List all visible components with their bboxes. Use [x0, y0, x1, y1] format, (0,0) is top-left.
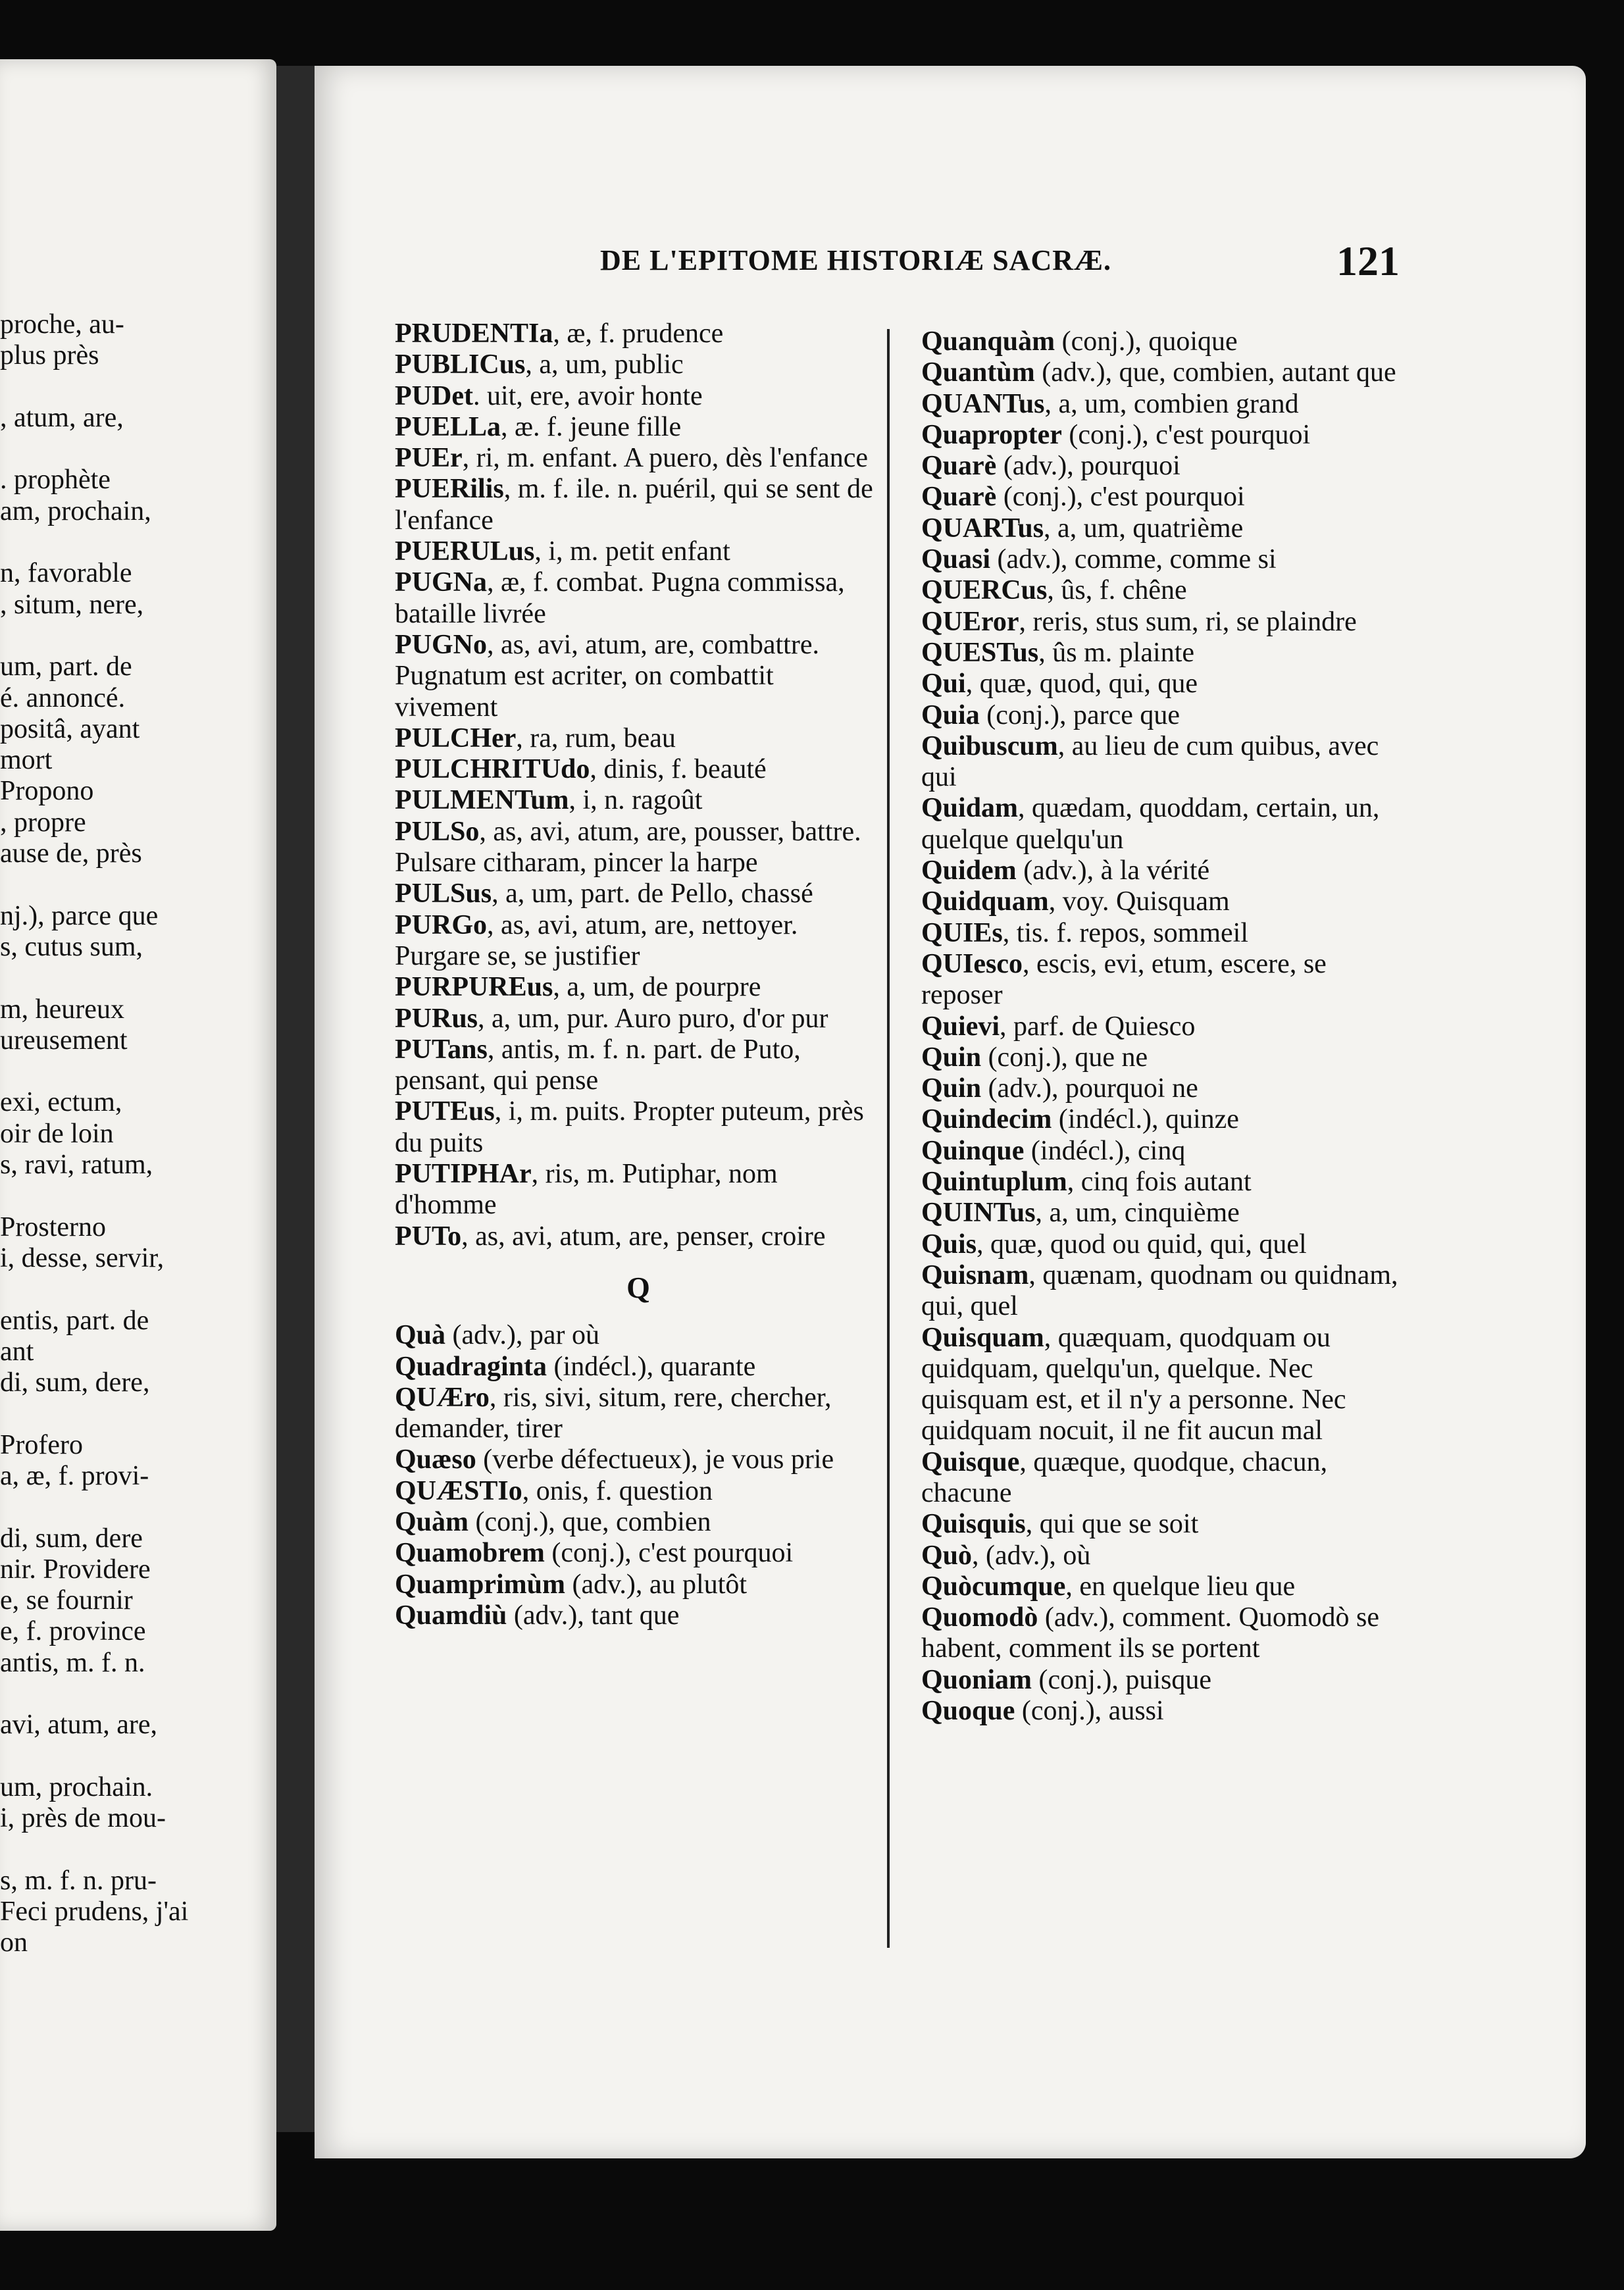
dictionary-entry — [395, 972, 882, 1003]
facing-page-line — [0, 1679, 263, 1710]
dictionary-entry — [921, 793, 1402, 855]
entry-headword: Quievi — [921, 1011, 1000, 1042]
entry-headword: QUERCus — [921, 575, 1048, 606]
entry-definition: , as, avi, atum, are, combattre. Pugnatum est acriter, on combattit vivement — [395, 629, 819, 723]
facing-page-line: exi, ectum, — [0, 1087, 122, 1118]
dictionary-entry — [921, 669, 1402, 700]
entry-headword: PUGNa — [395, 567, 487, 598]
dictionary-entry — [395, 785, 882, 816]
entry-headword: Quamprimùm — [395, 1569, 566, 1600]
entry-headword: PULMENTum — [395, 785, 569, 816]
dictionary-entry — [395, 817, 882, 879]
entry-definition: (conj.), c'est pourquoi — [1061, 419, 1311, 450]
book-gutter — [276, 66, 315, 2132]
dictionary-entry — [395, 754, 882, 785]
facing-page-line: e, se fournir — [0, 1585, 133, 1616]
dictionary-entry — [921, 638, 1402, 669]
facing-page-line: um, part. de — [0, 651, 132, 682]
facing-page-left — [0, 59, 276, 2231]
entry-headword: PUEr — [395, 443, 463, 474]
dictionary-entry — [395, 1221, 882, 1252]
facing-page-line: , propre — [0, 807, 86, 838]
entry-definition: (conj.), aussi — [1015, 1696, 1164, 1727]
entry-headword: Quintuplum — [921, 1167, 1067, 1198]
entry-definition: , ûs m. plainte — [1038, 637, 1195, 668]
facing-page-line: s, m. f. n. pru- — [0, 1865, 157, 1896]
dictionary-entry — [921, 886, 1402, 917]
entry-definition: , æ, f. combat. Pugna commissa, bataille livrée — [395, 567, 845, 629]
entry-definition: , a, um, de pourpre — [553, 972, 761, 1003]
entry-definition: , quænam, quodnam ou quidnam, qui, quel — [921, 1260, 1398, 1322]
entry-definition: (conj.), parce que — [979, 700, 1180, 730]
dictionary-entry — [921, 482, 1402, 513]
entry-definition: (adv.), comment. Quomodò se habent, comment ils se portent — [921, 1602, 1380, 1664]
running-title: DE L'EPITOME HISTORIÆ SACRÆ. — [600, 244, 1111, 276]
entry-definition: , æ, f. prudence — [553, 318, 724, 349]
entry-headword: Quantùm — [921, 357, 1035, 388]
entry-definition: , a, um, quatrième — [1044, 513, 1244, 544]
entry-headword: Quin — [921, 1073, 982, 1104]
dictionary-entry — [395, 567, 882, 630]
facing-page-line: Profero — [0, 1429, 83, 1460]
facing-page-line: plus près — [0, 340, 99, 371]
entry-definition: , quæquam, quodquam ou quidquam, quelqu'un, quelque. Nec quisquam est, et il n'y a personne. Nec quidquam nocuit, il ne fit aucun mal — [921, 1322, 1346, 1446]
entry-headword: Quadraginta — [395, 1351, 547, 1382]
facing-page-line: di, sum, dere, — [0, 1367, 150, 1398]
entry-headword: QUINTus — [921, 1198, 1036, 1229]
dictionary-entry — [395, 443, 882, 474]
entry-headword: Quidquam — [921, 886, 1049, 917]
entry-definition: (adv.), que, combien, autant que — [1034, 357, 1396, 388]
facing-page-line: , atum, are, — [0, 402, 124, 433]
entry-definition: , æ. f. jeune fille — [501, 411, 682, 442]
entry-definition: (adv.), au plutôt — [565, 1569, 748, 1600]
dictionary-entry — [921, 1198, 1402, 1229]
facing-page-line: . prophète — [0, 465, 111, 496]
entry-headword: Quamobrem — [395, 1538, 545, 1569]
entry-definition: , en quelque lieu que — [1065, 1571, 1296, 1602]
entry-definition: , voy. Quisquam — [1048, 886, 1230, 917]
facing-page-line — [0, 372, 263, 403]
entry-definition: (indécl.), quarante — [547, 1351, 756, 1382]
facing-page-line: on — [0, 1927, 28, 1958]
dictionary-entry — [395, 1096, 882, 1159]
facing-page-line: s, cutus sum, — [0, 931, 143, 962]
entry-headword: QUIesco — [921, 948, 1023, 979]
entry-definition: (conj.), que ne — [981, 1042, 1148, 1073]
facing-page-line: m, heureux — [0, 994, 124, 1025]
entry-definition: (adv.), pourquoi — [996, 451, 1180, 482]
entry-headword: Quin — [921, 1042, 982, 1073]
entry-headword: PUERULus — [395, 536, 535, 567]
entry-definition: (conj.), c'est pourquoi — [996, 482, 1245, 513]
entry-definition: , a, um, part. de Pello, chassé — [492, 878, 813, 909]
entry-definition: , quæ, quod, qui, que — [965, 669, 1198, 700]
entry-headword: Quapropter — [921, 419, 1062, 450]
dictionary-entry — [921, 1447, 1402, 1510]
dictionary-entry — [921, 1167, 1402, 1198]
dictionary-entry — [395, 1507, 882, 1538]
entry-headword: Quomodò — [921, 1602, 1038, 1633]
entry-headword: QUARTus — [921, 513, 1044, 544]
facing-page-line: s, ravi, ratum, — [0, 1150, 153, 1181]
entry-headword: PULSo — [395, 816, 480, 847]
facing-page-line: antis, m. f. n. — [0, 1647, 145, 1678]
entry-headword: PURPUREus — [395, 972, 553, 1003]
entry-headword: QUANTus — [921, 388, 1045, 419]
entry-headword: PULCHRITUdo — [395, 754, 590, 785]
entry-headword: PUTo — [395, 1221, 462, 1252]
entry-headword: Quidem — [921, 855, 1017, 886]
dictionary-entry — [921, 949, 1402, 1011]
entry-headword: PUELLa — [395, 411, 501, 442]
facing-page-line — [0, 963, 263, 994]
entry-headword: Quanquàm — [921, 326, 1055, 357]
dictionary-entry — [921, 918, 1402, 949]
dictionary-entry — [395, 1600, 882, 1631]
dictionary-entry — [395, 878, 882, 909]
dictionary-entry — [921, 1042, 1402, 1073]
entry-headword: PRUDENTIa — [395, 318, 553, 349]
entry-definition: , ri, m. enfant. A puero, dès l'enfance — [462, 443, 869, 474]
dictionary-entry — [921, 513, 1402, 544]
dictionary-entry — [395, 1569, 882, 1600]
entry-definition: (conj.), c'est pourquoi — [544, 1538, 794, 1569]
dictionary-entry — [921, 544, 1402, 575]
dictionary-entry — [921, 1136, 1402, 1167]
entry-headword: Qui — [921, 669, 966, 700]
dictionary-entry — [921, 326, 1402, 357]
facing-page-line: di, sum, dere — [0, 1523, 143, 1554]
facing-page-line: é. annoncé. — [0, 682, 126, 713]
entry-definition: , i, m. petit enfant — [534, 536, 730, 567]
entry-headword: Quæso — [395, 1444, 476, 1475]
entry-definition: , qui que se soit — [1025, 1509, 1199, 1540]
dictionary-entry — [921, 1073, 1402, 1104]
entry-definition: , quædam, quoddam, certain, un, quelque quelqu'un — [921, 793, 1380, 855]
dictionary-entry — [921, 1323, 1402, 1447]
column-divider — [887, 329, 890, 1948]
entry-definition: , dinis, f. beauté — [590, 754, 767, 785]
dictionary-entry — [921, 1260, 1402, 1323]
entry-definition: (conj.), puisque — [1032, 1664, 1211, 1695]
facing-page-line — [0, 1741, 263, 1772]
entry-headword: Quoque — [921, 1696, 1015, 1727]
page-header — [600, 238, 1400, 287]
facing-page-line: positâ, ayant — [0, 713, 140, 744]
dictionary-entry — [395, 349, 882, 380]
facing-page-line: nj.), parce que — [0, 900, 159, 931]
entry-headword: Quis — [921, 1229, 977, 1260]
entry-headword: PUTans — [395, 1034, 488, 1065]
entry-headword: PULSus — [395, 878, 492, 909]
dictionary-entry — [921, 1229, 1402, 1260]
facing-page-line: ant — [0, 1336, 34, 1367]
entry-headword: Quarè — [921, 482, 997, 513]
facing-page-line: n, favorable — [0, 558, 132, 589]
column-left — [395, 318, 882, 1631]
entry-definition: , a, um, combien grand — [1044, 388, 1299, 419]
entry-definition: (adv.), par où — [445, 1320, 600, 1351]
entry-headword: Quisquis — [921, 1509, 1026, 1540]
dictionary-entry — [921, 855, 1402, 886]
facing-page-line — [0, 1274, 263, 1305]
facing-page-line — [0, 1056, 263, 1087]
entry-headword: PUDet — [395, 380, 473, 411]
entry-definition: (conj.), quoique — [1055, 326, 1238, 357]
dictionary-entry — [395, 1352, 882, 1383]
facing-page-line — [0, 1492, 263, 1523]
page-number: 121 — [1336, 238, 1400, 284]
entry-headword: PUBLICus — [395, 349, 526, 380]
dictionary-entry — [395, 412, 882, 443]
dictionary-entry — [921, 607, 1402, 638]
entry-definition: , as, avi, atum, are, nettoyer. Purgare se, se justifier — [395, 909, 798, 971]
facing-page-text — [0, 309, 263, 1959]
entry-definition: , a, um, public — [525, 349, 684, 380]
entry-headword: Quisnam — [921, 1260, 1029, 1290]
facing-page-line — [0, 1181, 263, 1211]
dictionary-entry — [395, 1159, 882, 1221]
entry-headword: Quàm — [395, 1506, 469, 1537]
entry-definition: (adv.), tant que — [507, 1600, 680, 1631]
entry-headword: Quasi — [921, 544, 991, 575]
entry-definition: , ûs, f. chêne — [1047, 575, 1187, 606]
entry-definition: (verbe défectueux), je vous prie — [476, 1444, 834, 1475]
entry-headword: Quidam — [921, 793, 1019, 824]
facing-page-line: mort — [0, 745, 53, 776]
entry-headword: PURGo — [395, 909, 487, 940]
entry-headword: PUTIPHAr — [395, 1159, 532, 1190]
facing-page-line: am, prochain, — [0, 496, 151, 526]
entry-definition: , antis, m. f. n. part. de Puto, pensant, qui pense — [395, 1034, 801, 1096]
facing-page-line: Prosterno — [0, 1211, 106, 1242]
entry-definition: (conj.), que, combien — [469, 1506, 711, 1537]
entry-definition: , reris, stus sum, ri, se plaindre — [1019, 606, 1357, 637]
entry-headword: PULCHer — [395, 723, 517, 753]
facing-page-line: um, prochain. — [0, 1771, 153, 1802]
entry-definition: , ra, rum, beau — [516, 723, 676, 753]
entry-headword: Quà — [395, 1320, 446, 1351]
dictionary-entry — [921, 1602, 1402, 1665]
entry-definition: , cinq fois autant — [1067, 1167, 1252, 1198]
dictionary-entry — [921, 575, 1402, 606]
dictionary-entry — [921, 451, 1402, 482]
dictionary-entry — [395, 1476, 882, 1507]
dictionary-entry — [395, 1034, 882, 1097]
facing-page-line: ause de, près — [0, 838, 142, 869]
entry-definition: , au lieu de cum quibus, avec qui — [921, 730, 1379, 793]
entry-definition: . uit, ere, avoir honte — [472, 380, 703, 411]
facing-page-line: i, près de mou- — [0, 1803, 166, 1834]
dictionary-entry — [921, 1104, 1402, 1135]
entry-definition: (adv.), comme, comme si — [990, 544, 1277, 575]
dictionary-entry — [395, 474, 882, 536]
facing-page-line: nir. Providere — [0, 1554, 151, 1585]
entry-headword: PURus — [395, 1003, 478, 1034]
entry-headword: Quibuscum — [921, 730, 1058, 761]
entry-headword: Quoniam — [921, 1664, 1032, 1695]
dictionary-entry — [921, 1665, 1402, 1696]
dictionary-entry — [395, 536, 882, 567]
entry-definition: , tis. f. repos, sommeil — [1002, 917, 1249, 948]
entry-headword: QUIEs — [921, 917, 1003, 948]
entry-headword: PUTEus — [395, 1096, 495, 1127]
dictionary-entry — [395, 1383, 882, 1445]
dictionary-entry — [395, 1444, 882, 1475]
entry-definition: , ris, sivi, situm, rere, chercher, demander, tirer — [395, 1382, 832, 1444]
dictionary-entry — [921, 731, 1402, 794]
entry-definition: (adv.), pourquoi ne — [981, 1073, 1198, 1104]
facing-page-line — [0, 1835, 263, 1866]
entry-headword: Quò — [921, 1540, 973, 1571]
entry-headword: QUEror — [921, 606, 1019, 637]
entry-headword: Quisque — [921, 1446, 1020, 1477]
entry-headword: Quia — [921, 700, 980, 730]
entry-definition: , ris, m. Putiphar, nom d'homme — [395, 1159, 778, 1221]
entry-headword: PUERilis — [395, 474, 504, 505]
entry-headword: Quindecim — [921, 1104, 1052, 1135]
facing-page-line — [0, 434, 263, 465]
dictionary-entry — [395, 1538, 882, 1569]
dictionary-entry — [395, 1320, 882, 1351]
entry-headword: QUÆSTIo — [395, 1475, 522, 1506]
section-letter-q: Q — [626, 1270, 650, 1304]
entry-definition: (indécl.), cinq — [1024, 1135, 1186, 1166]
dictionary-entry — [921, 1011, 1402, 1042]
dictionary-entry — [395, 910, 882, 973]
entry-definition: , parf. de Quiesco — [1000, 1011, 1196, 1042]
dictionary-entry — [921, 1696, 1402, 1727]
entry-headword: Quarè — [921, 451, 997, 482]
facing-page-line: avi, atum, are, — [0, 1710, 158, 1741]
dictionary-entry — [395, 1004, 882, 1034]
entry-definition: , as, avi, atum, are, pousser, battre. Pulsare citharam, pincer la harpe — [395, 816, 861, 878]
facing-page-line — [0, 869, 263, 900]
facing-page-line — [0, 527, 263, 558]
facing-page-line: a, æ, f. provi- — [0, 1460, 149, 1491]
entry-definition: , onis, f. question — [522, 1475, 713, 1506]
dictionary-entry — [921, 1540, 1402, 1571]
dictionary-entry — [921, 1571, 1402, 1602]
facing-page-line: e, f. province — [0, 1616, 146, 1647]
dictionary-entry — [921, 1509, 1402, 1540]
entry-definition: , a, um, cinquième — [1035, 1198, 1240, 1229]
facing-page-line: oir de loin — [0, 1118, 114, 1149]
entry-headword: Quamdiù — [395, 1600, 507, 1631]
dictionary-entry — [921, 420, 1402, 451]
entry-definition: (indécl.), quinze — [1052, 1104, 1239, 1135]
facing-page-line: Feci prudens, j'ai — [0, 1896, 189, 1927]
entry-definition: , as, avi, atum, are, penser, croire — [461, 1221, 826, 1252]
entry-definition: , i, m. puits. Propter puteum, près du puits — [395, 1096, 864, 1158]
entry-definition: , a, um, pur. Auro puro, d'or pur — [478, 1003, 828, 1034]
entry-definition: , i, n. ragoût — [569, 785, 703, 816]
entry-headword: Quinque — [921, 1135, 1025, 1166]
facing-page-line: proche, au- — [0, 309, 124, 340]
entry-definition: , escis, evi, etum, escere, se reposer — [921, 948, 1327, 1011]
entry-definition: , quæ, quod ou quid, qui, quel — [977, 1229, 1307, 1260]
facing-page-line — [0, 621, 263, 651]
facing-page-line: entis, part. de — [0, 1305, 149, 1336]
facing-page-line: ureusement — [0, 1025, 128, 1056]
facing-page-line: , situm, nere, — [0, 589, 144, 620]
dictionary-entry — [395, 630, 882, 723]
entry-definition: , (adv.), où — [972, 1540, 1091, 1571]
entry-headword: QUÆro — [395, 1382, 490, 1413]
dictionary-entry — [395, 381, 882, 412]
entry-headword: PUGNo — [395, 629, 487, 660]
entry-headword: Quisquam — [921, 1322, 1044, 1353]
dictionary-entry — [921, 700, 1402, 731]
column-right — [921, 326, 1402, 1727]
facing-page-line — [0, 1398, 263, 1429]
entry-definition: , m. f. ile. n. puéril, qui se sent de l'enfance — [395, 474, 873, 536]
entry-headword: Quòcumque — [921, 1571, 1066, 1602]
dictionary-entry — [395, 318, 882, 349]
dictionary-entry — [921, 357, 1402, 388]
facing-page-line: i, desse, servir, — [0, 1242, 165, 1273]
entry-definition: , quæque, quodque, chacun, chacune — [921, 1446, 1328, 1508]
dictionary-entry — [395, 723, 882, 754]
entry-headword: QUESTus — [921, 637, 1039, 668]
entry-definition: (adv.), à la vérité — [1016, 855, 1210, 886]
dictionary-entry — [921, 389, 1402, 420]
facing-page-line: Propono — [0, 776, 94, 807]
